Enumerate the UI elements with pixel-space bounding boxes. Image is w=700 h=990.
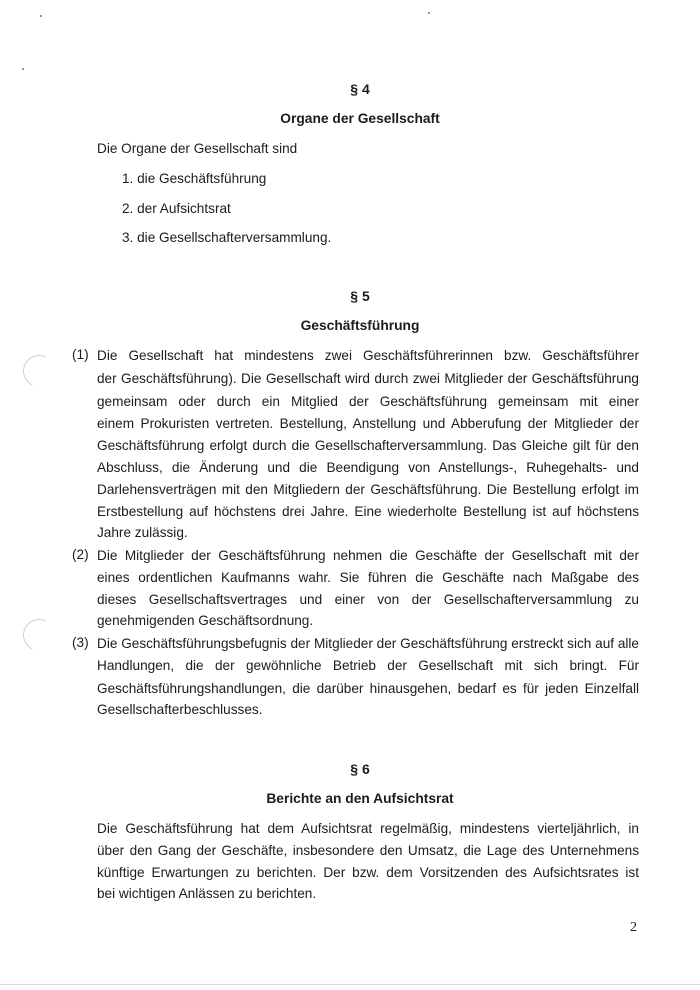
paragraph-line: eines ordentlichen Kaufmanns wahr. Sie führen die Geschäfte nach Maßgabe des: [97, 570, 639, 585]
paragraph-line: Geschäftsführungshandlungen, die darüber hinausgehen, bedarf es für jeden Einzelfall: [97, 681, 639, 696]
scan-edge: [0, 984, 700, 985]
paragraph-number: (2): [72, 547, 89, 562]
paragraph-line: Die Mitglieder der Geschäftsführung nehmen die Geschäfte der Gesellschaft mit der: [97, 548, 639, 563]
paragraph-line: Jahre zulässig.: [97, 525, 188, 540]
paragraph-line: Darlehensverträgen mit den Mitgliedern der Geschäftsführung. Die Bestellung erfolgt im: [97, 482, 639, 497]
section-6-line: künftige Erwartungen zu berichten. Der bzw. dem Vorsitzenden des Aufsichtsrates ist: [97, 865, 639, 880]
section-6-mark: § 6: [350, 761, 370, 777]
section-4-item: 2. der Aufsichtsrat: [122, 201, 231, 216]
section-6-line: über den Gang der Geschäfte, insbesondere den Umsatz, die Lage des Unternehmens: [97, 843, 639, 858]
section-4-mark: § 4: [350, 81, 370, 97]
paragraph-line: Abschluss, die Änderung und die Beendigung von Anstellungs-, Ruhegehalts- und: [97, 460, 639, 475]
section-6-line: Die Geschäftsführung hat dem Aufsichtsrat regelmäßig, mindestens vierteljährlich, in: [97, 821, 639, 836]
section-4-item: 3. die Gesellschafterversammlung.: [122, 230, 332, 245]
punch-hole-mark: [18, 350, 59, 391]
page-number: 2: [630, 920, 637, 935]
section-6-title: Berichte an den Aufsichtsrat: [266, 791, 454, 806]
section-5-mark: § 5: [350, 288, 370, 304]
paragraph-number: (3): [72, 635, 89, 650]
scan-speck: [40, 15, 42, 17]
section-4-item: 1. die Geschäftsführung: [122, 171, 267, 186]
paragraph-line: einem Prokuristen vertreten. Bestellung, Anstellung und Abberufung der Mitglieder der: [97, 416, 639, 431]
paragraph-line: Gesellschafterbeschlusses.: [97, 702, 263, 717]
punch-hole-mark: [18, 614, 59, 655]
section-6-line: bei wichtigen Anlässen zu berichten.: [97, 886, 317, 901]
paragraph-line: genehmigenden Geschäftsordnung.: [97, 613, 314, 628]
paragraph-line: gemeinsam oder durch ein Mitglied der Geschäftsführung gemeinsam mit einer: [97, 394, 639, 409]
paragraph-line: Geschäftsführung erfolgt durch die Gesellschafterversammlung. Das Gleiche gilt für den: [97, 438, 639, 453]
section-4-intro: Die Organe der Gesellschaft sind: [97, 141, 298, 156]
paragraph-line: Die Gesellschaft hat mindestens zwei Geschäftsführerinnen bzw. Geschäftsführer: [97, 348, 639, 363]
scan-speck: [22, 68, 24, 70]
paragraph-line: Handlungen, die der gewöhnliche Betrieb der Gesellschaft mit sich bringt. Für: [97, 658, 639, 673]
scan-speck: [428, 12, 430, 14]
section-5-title: Geschäftsführung: [300, 318, 420, 333]
paragraph-line: dieses Gesellschaftsvertrages und einer von der Gesellschafterversammlung zu: [97, 592, 639, 607]
paragraph-line: Die Geschäftsführungsbefugnis der Mitglieder der Geschäftsführung erstreckt sich auf alle: [97, 636, 639, 651]
paragraph-line: Erstbestellung auf höchstens drei Jahre. Eine wiederholte Bestellung ist auf höchstens: [97, 504, 639, 519]
paragraph-number: (1): [72, 347, 89, 362]
section-4-title: Organe der Gesellschaft: [280, 111, 440, 126]
paragraph-line: der Geschäftsführung). Die Gesellschaft wird durch zwei Mitglieder der Geschäftsführung: [97, 371, 639, 386]
